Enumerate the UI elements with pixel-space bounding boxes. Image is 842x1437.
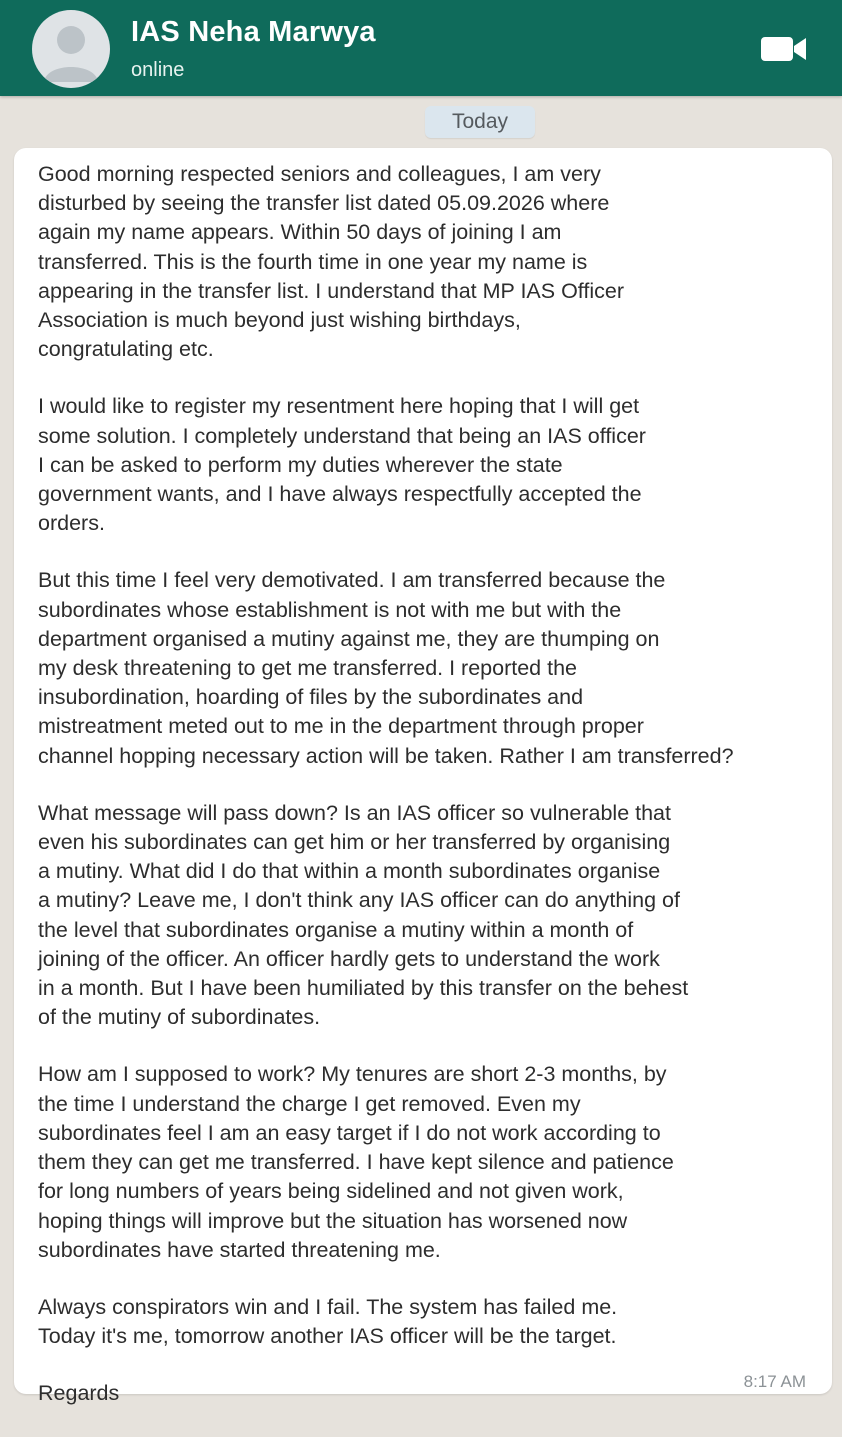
contact-status: online	[131, 59, 185, 81]
contact-name[interactable]: IAS Neha Marwya	[131, 16, 376, 48]
message-paragraph: But this time I feel very demotivated. I am transferred because the subordinates whose establishment is not with me but with the department organised a mutiny against me, they are thumping on my desk threatening to get me transferred. I reported the insubordination, hoarding of files by the subordinates and mistreatment meted out to me in the department through proper channel hopping necessary action will be taken. Rather I am transferred?	[38, 568, 734, 768]
video-camera-icon[interactable]	[760, 34, 808, 64]
chat-header	[0, 0, 842, 96]
message-paragraph: I would like to register my resentment here hoping that I will get some solution. I completely understand that being an IAS officer I can be asked to perform my duties wherever the state government wants, and I have always respectfully accepted the orders.	[38, 394, 646, 536]
message-bubble[interactable]	[14, 148, 832, 1406]
message-body	[38, 160, 828, 1437]
date-divider: Today	[425, 106, 535, 138]
message-paragraph: Always conspirators win and I fail. The system has failed me. Today it's me, tomorrow another IAS officer will be the target.	[38, 1294, 618, 1349]
message-timestamp: 8:17 AM	[743, 1372, 806, 1391]
message-signoff: Regards	[38, 1381, 120, 1406]
message-paragraph: Good morning respected seniors and colleagues, I am very disturbed by seeing the transfer list dated 05.09.2026 where again my name appears. Within 50 days of joining I am transferred. This is the fourth time in one year my name is appearing in the transfer list. I understand that MP IAS Officer Association is much beyond just wishing birthdays, congratulating etc.	[38, 162, 624, 362]
message-paragraph: What message will pass down? Is an IAS officer so vulnerable that even his subordinates can get him or her transferred by organising a mutiny. What did I do that within a month subordinates organise a mutiny? Leave me, I don't think any IAS officer can do anything of the level that subordinates organise a mutiny within a month of joining of the officer. An officer hardly gets to understand the work in a month. But I have been humiliated by this transfer on the behest of the mutiny of subordinates.	[38, 800, 689, 1030]
message-paragraph: How am I supposed to work? My tenures are short 2-3 months, by the time I understand the charge I get removed. Even my subordinates feel I am an easy target if I do not work according to them they can get me transferred. I have kept silence and patience for long numbers of years being sidelined and not given work, hoping things will improve but the situation has worsened now subordinates have started threatening me.	[38, 1062, 674, 1262]
default-avatar-icon[interactable]	[32, 10, 110, 88]
